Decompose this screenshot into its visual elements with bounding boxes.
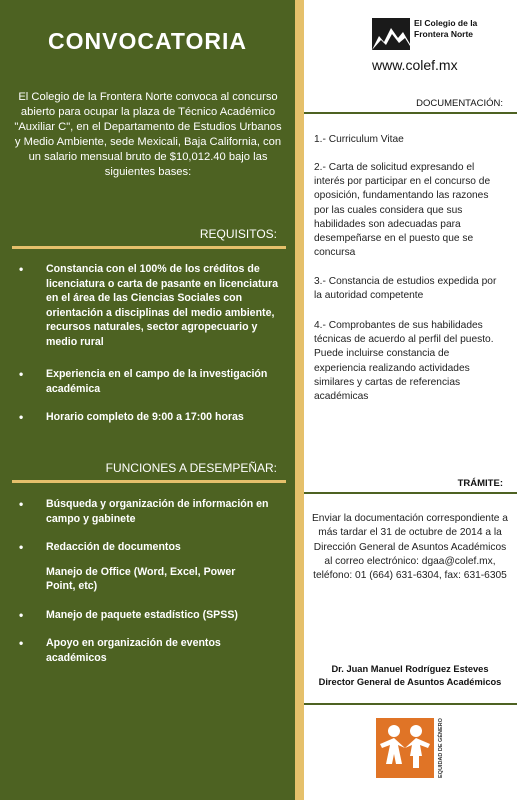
tramite-divider	[304, 492, 517, 494]
funciones-heading: FUNCIONES A DESEMPEÑAR:	[105, 461, 277, 475]
signer-title: Director General de Asuntos Académicos	[318, 676, 502, 687]
logo-text: El Colegio de la Frontera Norte	[414, 18, 478, 39]
office-note: Manejo de Office (Word, Excel, Power Point, etc)	[46, 565, 236, 592]
page-title: CONVOCATORIA	[48, 28, 247, 54]
requisitos-list	[12, 262, 282, 439]
funciones-list	[12, 497, 282, 679]
documentacion-divider	[304, 112, 517, 114]
doc-item: 4.- Comprobantes de sus habilidades técnicas de acuerdo al perfil del puesto. Puede incluirse constancia de experiencia realizando actividades similares y cartas de referencias académicas	[314, 320, 494, 403]
bullet-icon: •	[19, 607, 24, 622]
list-item: • Experiencia en el campo de la investigación académica	[19, 367, 268, 395]
list-item: • Constancia con el 100% de los créditos de licenciatura o carta de pasante en licenciatura en el área de las Ciencias Sociales con orientación a disciplinas del medio ambiente, recursos naturales, sector agropecuario y medio rural	[19, 262, 278, 348]
tramite-text: Enviar la documentación correspondiente a más tardar el 31 de octubre de 2014 a la Dirección General de Asuntos Académicos al correo electrónico: dgaa@colef.mx, teléfono: 01 (664) 631-6304, fax: 631-6305	[312, 513, 508, 582]
bullet-icon: •	[19, 497, 24, 511]
colef-logo	[372, 18, 490, 56]
doc-item: 1.- Curriculum Vitae	[314, 134, 404, 145]
gold-accent-bar	[295, 0, 304, 800]
bullet-icon: •	[19, 636, 24, 650]
list-item: • Manejo de paquete estadístico (SPSS)	[19, 607, 238, 622]
equidad-label: EQUIDAD DE GÉNERO	[438, 718, 444, 778]
bullet-icon: •	[19, 410, 24, 424]
doc-item: 2.- Carta de solicitud expresando el interés por participar en el concurso de oposición, fundamentando las razones por las cuales considera que sus habilidades son adecuadas para desempeñarse en el puesto que se concursa	[314, 162, 491, 259]
signer-name: Dr. Juan Manuel Rodríguez Esteves	[331, 664, 489, 674]
list-item: • Redacción de documentos	[19, 540, 181, 554]
list-item: • Horario completo de 9:00 a 17:00 horas	[19, 410, 244, 424]
doc-item: 3.- Constancia de estudios expedida por la autoridad competente	[314, 276, 497, 302]
signature-block	[310, 663, 510, 688]
requisitos-divider	[12, 246, 286, 249]
footer-divider	[304, 703, 517, 705]
mountain-logo-icon	[372, 18, 410, 50]
list-item: • Búsqueda y organización de información en campo y gabinete	[19, 497, 269, 525]
website-link[interactable]: www.colef.mx	[372, 57, 458, 73]
equidad-genero-logo-icon	[376, 718, 434, 778]
bullet-icon: •	[19, 367, 24, 381]
bullet-icon: •	[19, 262, 24, 276]
list-item: • Apoyo en organización de eventos académicos	[19, 636, 221, 664]
requisitos-heading: REQUISITOS:	[199, 227, 277, 241]
documentacion-heading: DOCUMENTACIÓN:	[416, 98, 503, 109]
bullet-icon: •	[19, 540, 24, 554]
funciones-divider	[12, 480, 286, 483]
intro-paragraph: El Colegio de la Frontera Norte convoca al concurso abierto para ocupar la plaza de Técnico Académico "Auxiliar C", en el Departamento de Estudios Urbanos y Medio Ambiente, sede Mexicali, Baja California, con un salario mensual bruto de $10,012.40 bajo las siguientes bases:	[14, 91, 282, 178]
tramite-heading: TRÁMITE:	[457, 478, 503, 489]
